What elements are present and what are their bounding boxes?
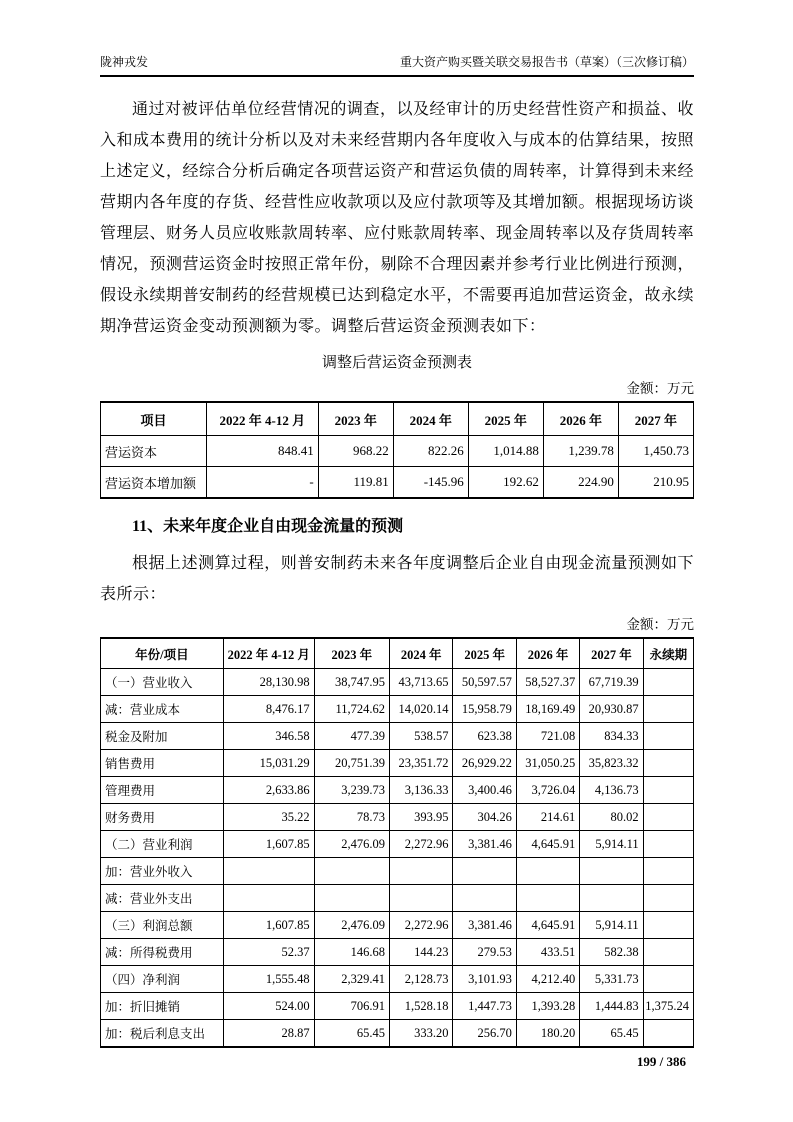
value-cell <box>643 777 693 804</box>
value-cell: 623.38 <box>453 723 516 750</box>
row-label-cell: 营运资本 <box>101 436 207 467</box>
column-header: 2023 年 <box>318 402 393 436</box>
row-label-cell: 加：折旧摊销 <box>101 993 224 1020</box>
table-row <box>101 993 694 1020</box>
value-cell: 52.37 <box>223 939 314 966</box>
value-cell <box>643 885 693 912</box>
value-cell <box>643 939 693 966</box>
value-cell: 26,929.22 <box>453 750 516 777</box>
header-report-title: 重大资产购买暨关联交易报告书（草案）（三次修订稿） <box>399 55 694 69</box>
column-header: 2027 年 <box>618 402 693 436</box>
value-cell: -145.96 <box>393 467 468 499</box>
value-cell: 38,747.95 <box>314 669 389 696</box>
value-cell: 15,958.79 <box>453 696 516 723</box>
value-cell: 65.45 <box>314 1020 389 1048</box>
value-cell <box>390 858 453 885</box>
column-header: 项目 <box>101 402 207 436</box>
value-cell <box>580 885 643 912</box>
value-cell: 28.87 <box>223 1020 314 1048</box>
value-cell <box>643 912 693 939</box>
row-label-cell: （三）利润总额 <box>101 912 224 939</box>
value-cell: 28,130.98 <box>223 669 314 696</box>
value-cell: 35,823.32 <box>580 750 643 777</box>
page-header <box>100 55 694 77</box>
column-header: 2026 年 <box>516 638 579 669</box>
column-header: 2025 年 <box>453 638 516 669</box>
value-cell: 5,914.11 <box>580 831 643 858</box>
value-cell: 18,169.49 <box>516 696 579 723</box>
value-cell: 1,447.73 <box>453 993 516 1020</box>
column-header: 2024 年 <box>393 402 468 436</box>
value-cell: 4,645.91 <box>516 912 579 939</box>
value-cell: 58,527.37 <box>516 669 579 696</box>
value-cell: 3,726.04 <box>516 777 579 804</box>
value-cell: 80.02 <box>580 804 643 831</box>
value-cell: 67,719.39 <box>580 669 643 696</box>
row-label-cell: （四）净利润 <box>101 966 224 993</box>
value-cell: 65.45 <box>580 1020 643 1048</box>
table-row <box>101 966 694 993</box>
value-cell: 848.41 <box>206 436 318 467</box>
value-cell <box>643 669 693 696</box>
value-cell <box>643 1020 693 1048</box>
free-cash-flow-forecast-table <box>100 637 694 1048</box>
value-cell: 224.90 <box>543 467 618 499</box>
value-cell: 582.38 <box>580 939 643 966</box>
value-cell <box>643 750 693 777</box>
row-label-cell: 减：所得税费用 <box>101 939 224 966</box>
value-cell: 15,031.29 <box>223 750 314 777</box>
value-cell <box>223 885 314 912</box>
column-header: 永续期 <box>643 638 693 669</box>
column-header: 2024 年 <box>390 638 453 669</box>
value-cell <box>516 885 579 912</box>
value-cell: 3,101.93 <box>453 966 516 993</box>
value-cell: 1,239.78 <box>543 436 618 467</box>
value-cell: 2,476.09 <box>314 831 389 858</box>
value-cell: 78.73 <box>314 804 389 831</box>
table-row <box>101 858 694 885</box>
value-cell: 433.51 <box>516 939 579 966</box>
value-cell: 333.20 <box>390 1020 453 1048</box>
working-capital-table-unit: 金额：万元 <box>626 381 694 396</box>
value-cell: 538.57 <box>390 723 453 750</box>
value-cell <box>643 966 693 993</box>
row-label-cell: （一）营业收入 <box>101 669 224 696</box>
value-cell <box>580 858 643 885</box>
row-label-cell: 管理费用 <box>101 777 224 804</box>
value-cell: 146.68 <box>314 939 389 966</box>
value-cell: 5,331.73 <box>580 966 643 993</box>
value-cell: 210.95 <box>618 467 693 499</box>
table-row <box>101 939 694 966</box>
value-cell: 2,272.96 <box>390 912 453 939</box>
page-number: 199 / 386 <box>636 1054 686 1069</box>
column-header: 2025 年 <box>468 402 543 436</box>
value-cell: 1,375.24 <box>643 993 693 1020</box>
value-cell: 1,528.18 <box>390 993 453 1020</box>
value-cell: 1,555.48 <box>223 966 314 993</box>
value-cell: 20,751.39 <box>314 750 389 777</box>
value-cell <box>643 696 693 723</box>
value-cell: 1,014.88 <box>468 436 543 467</box>
value-cell: 3,239.73 <box>314 777 389 804</box>
value-cell: 35.22 <box>223 804 314 831</box>
value-cell: 3,381.46 <box>453 912 516 939</box>
column-header: 2026 年 <box>543 402 618 436</box>
value-cell: 31,050.25 <box>516 750 579 777</box>
table-row <box>101 696 694 723</box>
value-cell: 192.62 <box>468 467 543 499</box>
section-11-heading: 11、未来年度企业自由现金流量的预测 <box>132 518 404 535</box>
value-cell: 304.26 <box>453 804 516 831</box>
value-cell <box>223 858 314 885</box>
value-cell: 1,393.28 <box>516 993 579 1020</box>
value-cell <box>643 858 693 885</box>
value-cell <box>453 885 516 912</box>
value-cell <box>643 804 693 831</box>
value-cell: 2,128.73 <box>390 966 453 993</box>
value-cell: 4,212.40 <box>516 966 579 993</box>
value-cell: 477.39 <box>314 723 389 750</box>
column-header: 2023 年 <box>314 638 389 669</box>
value-cell: 256.70 <box>453 1020 516 1048</box>
value-cell <box>314 885 389 912</box>
value-cell: 2,272.96 <box>390 831 453 858</box>
paragraph-fcf-intro: 根据上述测算过程，则普安制药未来各年度调整后企业自由现金流量预测如下表所示： <box>100 555 694 603</box>
table-row <box>101 804 694 831</box>
value-cell <box>453 858 516 885</box>
value-cell <box>314 858 389 885</box>
column-header: 2027 年 <box>580 638 643 669</box>
working-capital-forecast-table <box>100 401 694 499</box>
row-label-cell: 财务费用 <box>101 804 224 831</box>
row-label-cell: （二）营业利润 <box>101 831 224 858</box>
value-cell: 144.23 <box>390 939 453 966</box>
value-cell <box>516 858 579 885</box>
value-cell <box>643 723 693 750</box>
table-row <box>101 1020 694 1048</box>
row-label-cell: 减：营业成本 <box>101 696 224 723</box>
value-cell: 43,713.65 <box>390 669 453 696</box>
value-cell: 8,476.17 <box>223 696 314 723</box>
value-cell: 2,633.86 <box>223 777 314 804</box>
value-cell: 1,607.85 <box>223 912 314 939</box>
value-cell: 50,597.57 <box>453 669 516 696</box>
table-row <box>101 723 694 750</box>
value-cell: 5,914.11 <box>580 912 643 939</box>
paragraph-working-capital-method: 通过对被评估单位经营情况的调查，以及经审计的历史经营性资产和损益、收入和成本费用的统计分析以及对未来经营期内各年度收入与成本的估算结果，按照上述定义，经综合分析后确定各项营运资产和营运负债的周转率，计算得到未来经营期内各年度的存货、经营性应收款项以及应付款项等及其增加额。根据现场访谈管理层、财务人员应收账款周转率、应付账款周转率、现金周转率以及存货周转率情况，预测营运资金时按照正常年份，剔除不合理因素并参考行业比例进行预测，假设永续期普安制药的经营规模已达到稳定水平，不需要再追加营运资金，故永续期净营运资金变动预测额为零。调整后营运资金预测表如下： <box>100 101 695 335</box>
row-label-cell: 销售费用 <box>101 750 224 777</box>
value-cell: 706.91 <box>314 993 389 1020</box>
value-cell: 968.22 <box>318 436 393 467</box>
value-cell <box>643 831 693 858</box>
value-cell: 524.00 <box>223 993 314 1020</box>
value-cell: 721.08 <box>516 723 579 750</box>
value-cell: 3,381.46 <box>453 831 516 858</box>
value-cell: 20,930.87 <box>580 696 643 723</box>
value-cell: 834.33 <box>580 723 643 750</box>
value-cell: 11,724.62 <box>314 696 389 723</box>
table-row <box>101 831 694 858</box>
row-label-cell: 营运资本增加额 <box>101 467 207 499</box>
table-row <box>101 467 694 499</box>
value-cell: 23,351.72 <box>390 750 453 777</box>
working-capital-table-title: 调整后营运资金预测表 <box>321 355 472 371</box>
table-row <box>101 669 694 696</box>
value-cell: 393.95 <box>390 804 453 831</box>
value-cell: 346.58 <box>223 723 314 750</box>
fcf-table-unit: 金额：万元 <box>626 617 694 632</box>
value-cell: - <box>206 467 318 499</box>
value-cell: 3,136.33 <box>390 777 453 804</box>
value-cell: 214.61 <box>516 804 579 831</box>
table-header-row <box>101 638 694 669</box>
column-header: 年份/项目 <box>101 638 224 669</box>
value-cell: 119.81 <box>318 467 393 499</box>
table-row <box>101 777 694 804</box>
table-row <box>101 436 694 467</box>
column-header: 2022 年 4-12 月 <box>223 638 314 669</box>
table-row <box>101 912 694 939</box>
value-cell: 14,020.14 <box>390 696 453 723</box>
header-company-name: 陇神戎发 <box>100 55 149 69</box>
value-cell: 3,400.46 <box>453 777 516 804</box>
table-row <box>101 885 694 912</box>
row-label-cell: 减：营业外支出 <box>101 885 224 912</box>
row-label-cell: 加：税后利息支出 <box>101 1020 224 1048</box>
value-cell: 4,136.73 <box>580 777 643 804</box>
value-cell: 2,329.41 <box>314 966 389 993</box>
table-row <box>101 750 694 777</box>
value-cell: 4,645.91 <box>516 831 579 858</box>
value-cell: 180.20 <box>516 1020 579 1048</box>
value-cell: 822.26 <box>393 436 468 467</box>
row-label-cell: 税金及附加 <box>101 723 224 750</box>
value-cell: 1,444.83 <box>580 993 643 1020</box>
row-label-cell: 加：营业外收入 <box>101 858 224 885</box>
value-cell: 1,450.73 <box>618 436 693 467</box>
value-cell: 1,607.85 <box>223 831 314 858</box>
value-cell <box>390 885 453 912</box>
value-cell: 2,476.09 <box>314 912 389 939</box>
value-cell: 279.53 <box>453 939 516 966</box>
table-header-row <box>101 402 694 436</box>
column-header: 2022 年 4-12 月 <box>206 402 318 436</box>
